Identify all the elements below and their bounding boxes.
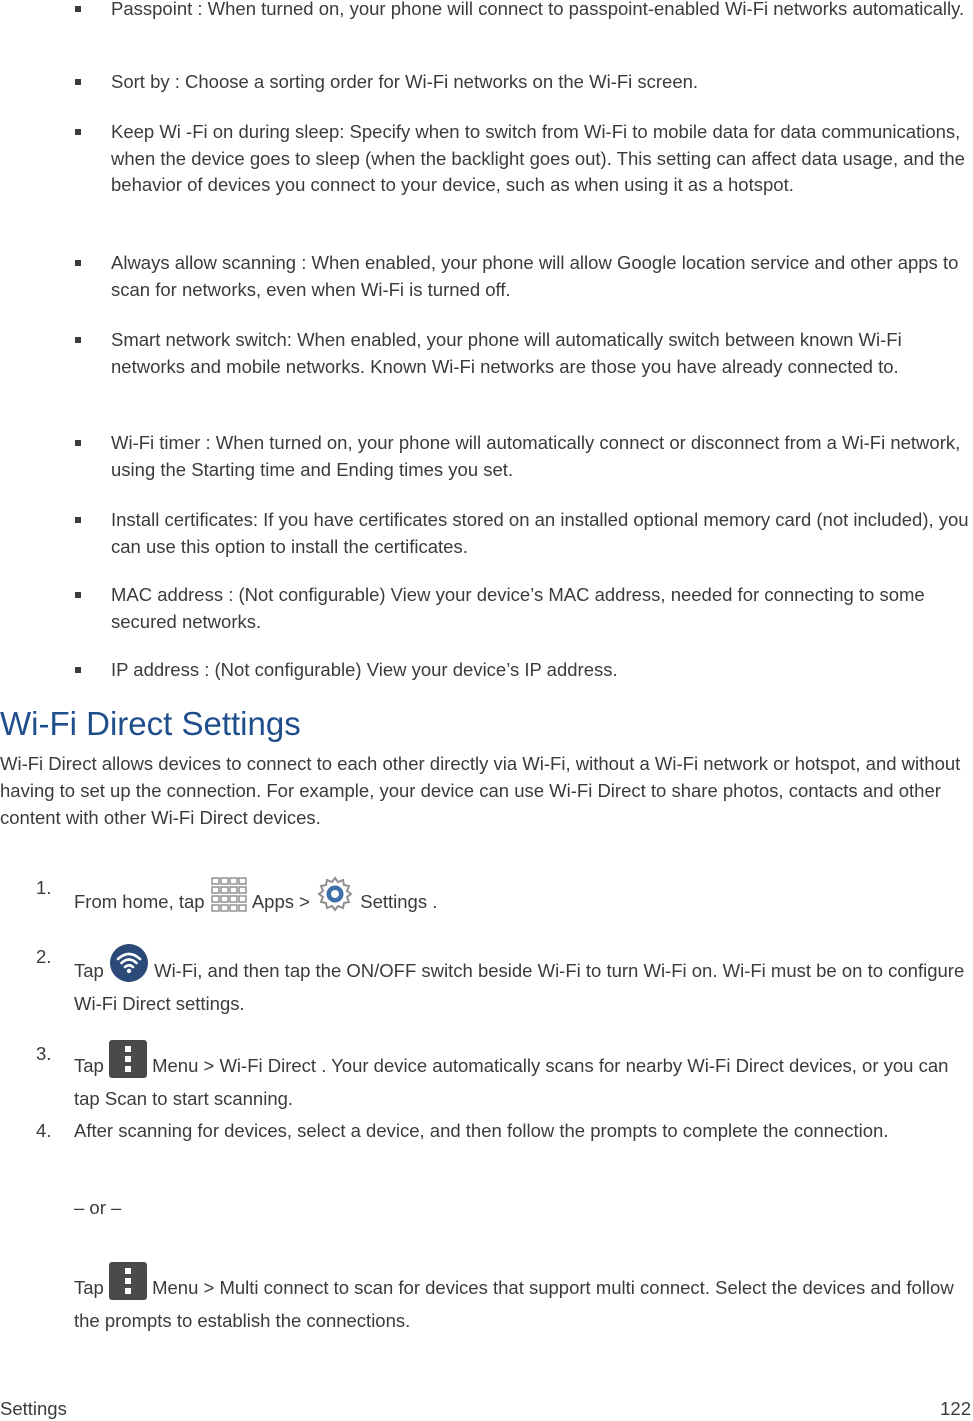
bullet-marker bbox=[75, 440, 81, 446]
wifi-icon bbox=[109, 943, 149, 990]
step-2 bbox=[36, 943, 969, 1017]
bullet-sort-by bbox=[111, 69, 971, 96]
bullet-marker bbox=[75, 129, 81, 135]
step-1 bbox=[36, 874, 969, 921]
bullet-marker bbox=[75, 667, 81, 673]
footer-page-number: 122 bbox=[940, 1398, 971, 1419]
bullet-marker bbox=[75, 79, 81, 85]
bullet-text: Always allow scanning : When enabled, your phone will allow Google location service and other apps to scan for networks, even when Wi-Fi is turned off. bbox=[111, 252, 959, 300]
step-text: Tap bbox=[74, 1277, 104, 1298]
step-text: After scanning for devices, select a device, and then follow the prompts to complete the connection. bbox=[74, 1120, 889, 1141]
or-separator: – or – bbox=[74, 1197, 122, 1218]
bullet-install-certificates bbox=[111, 507, 971, 560]
step-number: 3. bbox=[36, 1043, 52, 1064]
step-number: 2. bbox=[36, 946, 52, 967]
bullet-smart-network-switch bbox=[111, 327, 971, 380]
step-text: Tap bbox=[74, 960, 104, 981]
bullet-text: Passpoint : When turned on, your phone will connect to passpoint-enabled Wi-Fi networks automatically. bbox=[111, 0, 965, 19]
bullet-text: Keep Wi -Fi on during sleep: Specify when to switch from Wi-Fi to mobile data for data communications, when the device goes to sleep (when the backlight goes out). This setting can affect data usage, and the behavior of devices you connect to your device, such as when using it as a hotspot. bbox=[111, 121, 965, 195]
step-3 bbox=[36, 1040, 969, 1112]
footer-section-name: Settings bbox=[0, 1398, 67, 1419]
bullet-marker bbox=[75, 592, 81, 598]
menu-dots-icon bbox=[109, 1040, 147, 1085]
bullet-marker bbox=[75, 517, 81, 523]
step-4 bbox=[36, 1117, 969, 1144]
step-text: From home, tap bbox=[74, 891, 205, 912]
bullet-always-allow-scanning bbox=[111, 250, 971, 303]
bullet-wifi-timer bbox=[111, 430, 971, 483]
apps-label: Apps > bbox=[251, 891, 310, 912]
apps-grid-icon bbox=[210, 876, 248, 921]
step-number: 1. bbox=[36, 877, 52, 898]
menu-dots-icon bbox=[109, 1262, 147, 1307]
bullet-ip-address bbox=[111, 657, 971, 684]
settings-label: Settings . bbox=[360, 891, 438, 912]
section-title: Wi-Fi Direct Settings bbox=[0, 705, 301, 742]
bullet-text: Install certificates: If you have certificates stored on an installed optional memory card (not included), you can use this option to install the certificates. bbox=[111, 509, 969, 557]
step-text: Menu > Wi-Fi Direct . Your device automatically scans for nearby Wi-Fi Direct devices, or you can tap Scan to start scanning. bbox=[74, 1055, 949, 1109]
bullet-mac-address bbox=[111, 582, 971, 635]
bullet-text: Wi-Fi timer : When turned on, your phone will automatically connect or disconnect from a Wi-Fi network, using the Starting time and Ending times you set. bbox=[111, 432, 961, 480]
bullet-marker bbox=[75, 6, 81, 12]
intro-paragraph: Wi-Fi Direct allows devices to connect to each other directly via Wi-Fi, without a Wi-Fi network or hotspot, and without having to set up the connection. For example, your device can use Wi-Fi Direct to share photos, contacts and other content with other Wi-Fi Direct devices. bbox=[0, 753, 961, 828]
settings-gear-icon bbox=[315, 874, 355, 921]
bullet-text: Smart network switch: When enabled, your phone will automatically switch between known Wi-Fi networks and mobile networks. Known Wi-Fi networks are those you have already connected to. bbox=[111, 329, 902, 377]
bullet-text: Sort by : Choose a sorting order for Wi-Fi networks on the Wi-Fi screen. bbox=[111, 71, 699, 92]
bullet-text: IP address : (Not configurable) View your device’s IP address. bbox=[111, 659, 618, 680]
alt-step bbox=[74, 1262, 969, 1334]
step-text: Wi-Fi, and then tap the ON/OFF switch beside Wi-Fi to turn Wi-Fi on. Wi-Fi must be on to configure Wi-Fi Direct settings. bbox=[74, 960, 965, 1014]
step-text: Tap bbox=[74, 1055, 104, 1076]
bullet-keep-wifi-on bbox=[111, 119, 971, 199]
step-number: 4. bbox=[36, 1120, 52, 1141]
step-text: Menu > Multi connect to scan for devices that support multi connect. Select the devices and follow the prompts to establish the connections. bbox=[74, 1277, 954, 1331]
bullet-marker bbox=[75, 337, 81, 343]
bullet-text: MAC address : (Not configurable) View your device’s MAC address, needed for connecting to some secured networks. bbox=[111, 584, 925, 632]
bullet-marker bbox=[75, 260, 81, 266]
bullet-passpoint bbox=[111, 0, 971, 23]
